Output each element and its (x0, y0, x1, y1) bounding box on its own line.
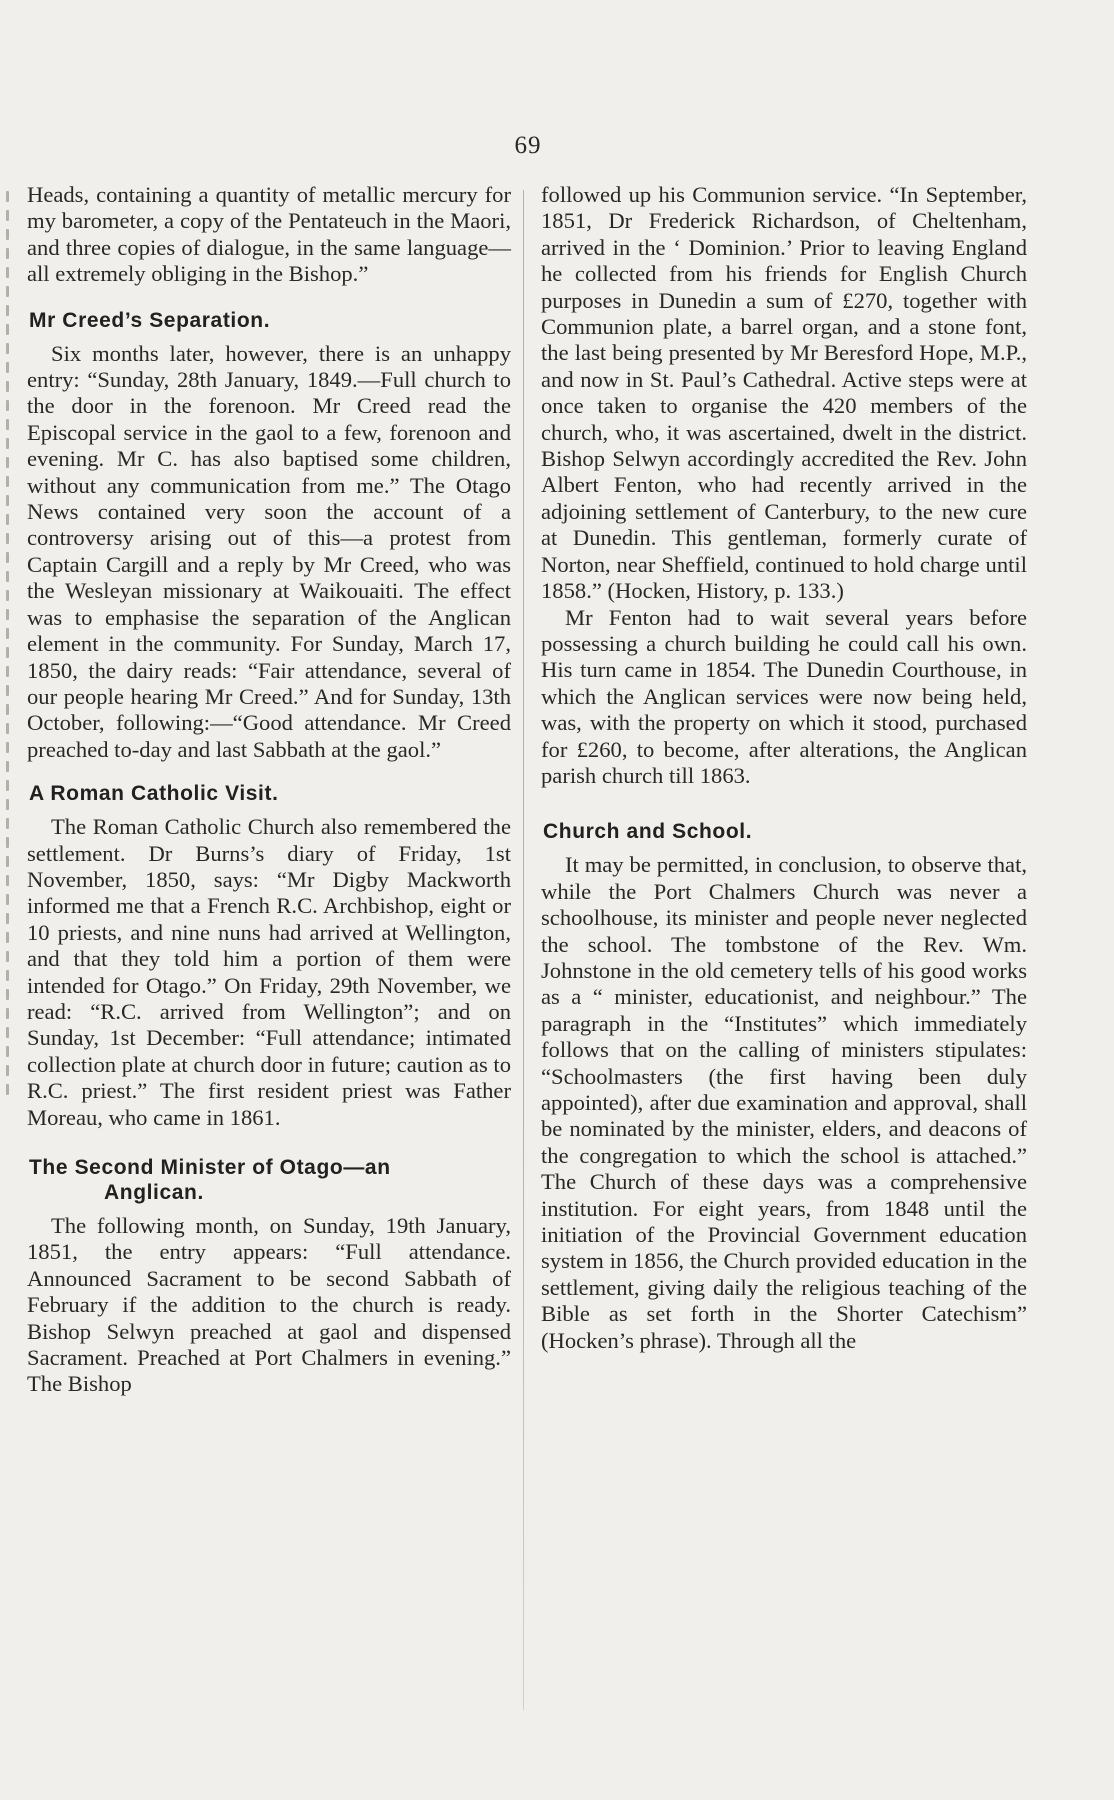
paragraph: It may be permitted, in conclusion, to observe that, while the Port Chalmers Church was never a schoolhouse, its minister and people never neglected the school. The tombstone of the Rev. Wm. Johnstone in the old cemetery tells of his good works as a “ minister, educationist, and neighbour.” The paragraph in the “Institutes” which immediately follows that on the calling of ministers stipulates: “Schoolmasters (the first having been duly appointed), after due examination and approval, shall be nominated by the minister, elders, and deacons of the congregation to which the school is attached.” The Church of these days was a comprehensive institution. For eight years, from 1848 until the initiation of the Provincial Government education system in 1856, the Church provided education in the settlement, giving daily the religious teaching of the Bible as set forth in the Shorter Catechism” (Hocken’s phrase). Through all the (541, 852, 1027, 1353)
paragraph: Mr Fenton had to wait several years before possessing a church building he could call his own. His turn came in 1854. The Dunedin Courthouse, in which the Anglican services were now being held, was, with the property on which it stood, purchased for £260, to become, after alterations, the Anglican parish church till 1863. (541, 604, 1027, 788)
section-heading (29, 1155, 511, 1205)
paragraph: The Roman Catholic Church also remembered the settlement. Dr Burns’s diary of Friday, 1st November, 1850, says: “Mr Digby Mackworth informed me that a French R.C. Archbishop, eight or 10 priests, and nine nuns had arrived at Wellington, and that they told him a portion of them were intended for Otago.” On Friday, 29th November, we read: “R.C. arrived from Wellington”; and on Sunday, 1st December: “Full attendance; intimated collection plate at church door in future; caution as to R.C. priest.” The first resident priest was Father Moreau, who came in 1861. (27, 814, 511, 1130)
section-heading: Mr Creed’s Separation. (29, 308, 271, 332)
left-column (27, 182, 511, 1398)
section-heading-line: Anglican. (104, 1181, 204, 1204)
facing-page-edge (0, 183, 16, 1393)
paragraph: Six months later, however, there is an unhappy entry: “Sunday, 28th January, 1849.—Full church to the door in the forenoon. Mr Creed read the Episcopal service in the gaol to a few, forenoon and evening. Mr C. has also baptised some children, without any communication from me.” The Otago News contained very soon the account of a controversy arising out of this—a protest from Captain Cargill and a reply by Mr Creed, who was the Wesleyan missionary at Waikouaiti. The effect was to emphasise the separation of the Anglican element in the community. For Sunday, March 17, 1850, the dairy reads: “Fair attendance, several of our people hearing Mr Creed.” And for Sunday, 13th October, following:—“Good attendance. Mr Creed preached to-day and last Sabbath at the gaol.” (27, 340, 511, 762)
column-divider (523, 190, 524, 1710)
section-heading: Church and School. (543, 820, 753, 844)
paragraph: The following month, on Sunday, 19th January, 1851, the entry appears: “Full attendance. Announced Sacrament to be second Sabbath of February if the addition to the church is ready. Bishop Selwyn preached at gaol and dispensed Sacrament. Preached at Port Chalmers in evening.” The Bishop (27, 1213, 511, 1397)
section-heading: A Roman Catholic Visit. (29, 782, 279, 806)
paragraph: followed up his Communion service. “In September, 1851, Dr Frederick Richardson, of Cheltenham, arrived in the ‘ Dominion.’ Prior to leaving England he collected from his friends for English Church purposes in Dunedin a sum of £270, together with Communion plate, a barrel organ, and a stone font, the last being presented by Mr Beresford Hope, M.P., and now in St. Paul’s Cathedral. Active steps were at once taken to organise the 420 members of the church, who, it was ascertained, dwelt in the district. Bishop Selwyn accordingly accredited the Rev. John Albert Fenton, who had recently arrived in the adjoining settlement of Canterbury, to the new cure at Dunedin. This gentleman, formerly curate of Norton, near Sheffield, continued to hold charge until 1858.” (Hocken, History, p. 133.) (541, 182, 1027, 604)
section-heading-line: The Second Minister of Otago—an (29, 1156, 391, 1179)
paragraph: Heads, containing a quantity of metallic mercury for my barometer, a copy of the Pentateuch in the Maori, and three copies of dialogue, in the same language—all extremely obliging in the Bishop.” (27, 182, 511, 287)
right-column (541, 182, 1027, 1354)
page-number: 69 (514, 132, 542, 159)
